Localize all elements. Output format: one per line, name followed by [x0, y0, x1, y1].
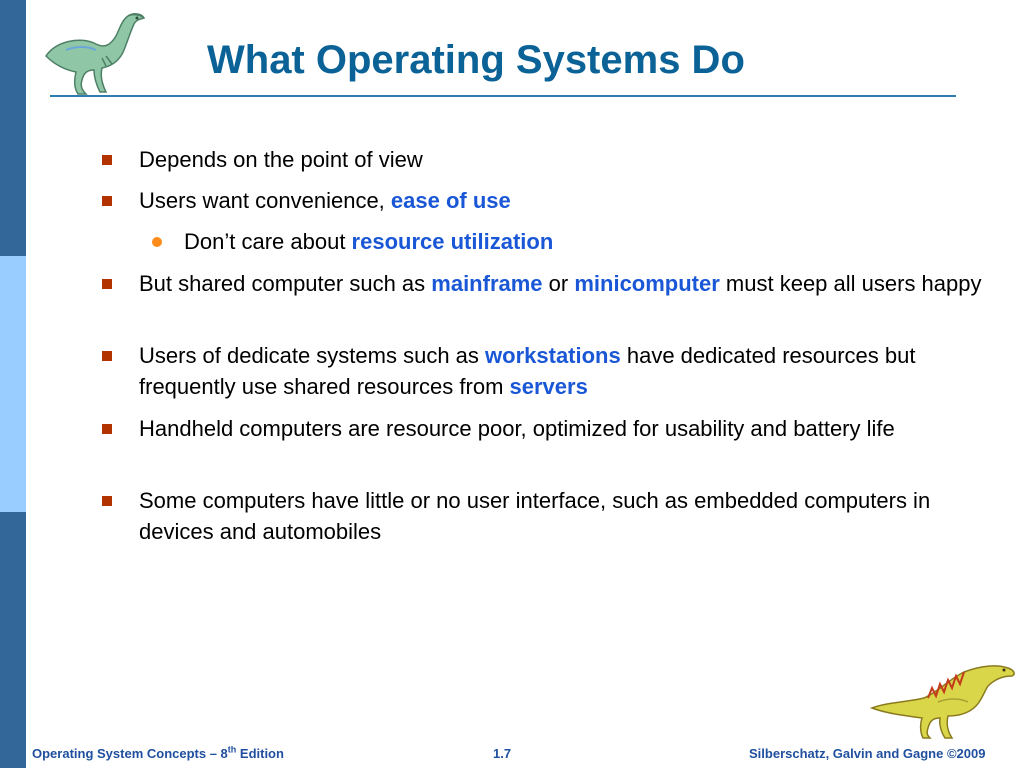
bullet-item [139, 185, 1009, 216]
footer-edition-text: Edition [236, 746, 284, 761]
highlight-term: mainframe [431, 271, 543, 296]
title-underline [50, 95, 956, 97]
dinosaur-bottom-right-icon [868, 658, 1018, 740]
square-bullet-icon [102, 279, 112, 289]
bullet-item [139, 144, 1009, 175]
highlight-term: workstations [485, 343, 621, 368]
footer-superscript: th [227, 744, 237, 755]
bullet-text: Users of dedicate systems such as [139, 343, 486, 368]
square-bullet-icon [102, 496, 112, 506]
footer-book-title-text: Operating System Concepts – 8 [32, 746, 228, 761]
bullet-item [139, 413, 1009, 444]
bullet-text: Users want convenience, [139, 188, 391, 213]
square-bullet-icon [102, 424, 112, 434]
left-bar-bottom [0, 512, 26, 768]
bullet-item [139, 485, 1009, 547]
bullet-item [139, 340, 1009, 402]
square-bullet-icon [102, 196, 112, 206]
bullet-text: But shared computer such as [139, 271, 432, 296]
dinosaur-top-left-icon [36, 6, 156, 96]
highlight-term: servers [509, 374, 588, 399]
left-bar-top [0, 0, 26, 256]
bullet-text: have dedicated resources but frequently use shared resources from [139, 343, 916, 399]
sub-bullet-item [184, 226, 984, 257]
bullet-text: Some computers have little or no user interface, such as embedded computers in devices and automobiles [139, 488, 931, 544]
highlight-term: minicomputer [574, 271, 720, 296]
round-bullet-icon [152, 237, 162, 247]
footer-copyright: Silberschatz, Galvin and Gagne ©2009 [749, 746, 986, 761]
bullet-text: Depends on the point of view [139, 147, 423, 172]
bullet-text: Don’t care about [184, 229, 352, 254]
footer-book-title [32, 746, 284, 761]
highlight-term: resource utilization [351, 229, 554, 254]
left-bar-middle [0, 256, 26, 512]
footer-page-number: 1.7 [493, 746, 512, 761]
bullet-text: must keep all users happy [719, 271, 982, 296]
bullet-item [139, 268, 1009, 299]
slide-title: What Operating Systems Do [207, 38, 745, 82]
square-bullet-icon [102, 351, 112, 361]
square-bullet-icon [102, 155, 112, 165]
bullet-text: or [542, 271, 575, 296]
highlight-term: ease of use [390, 188, 511, 213]
bullet-text: Handheld computers are resource poor, optimized for usability and battery life [139, 416, 895, 441]
